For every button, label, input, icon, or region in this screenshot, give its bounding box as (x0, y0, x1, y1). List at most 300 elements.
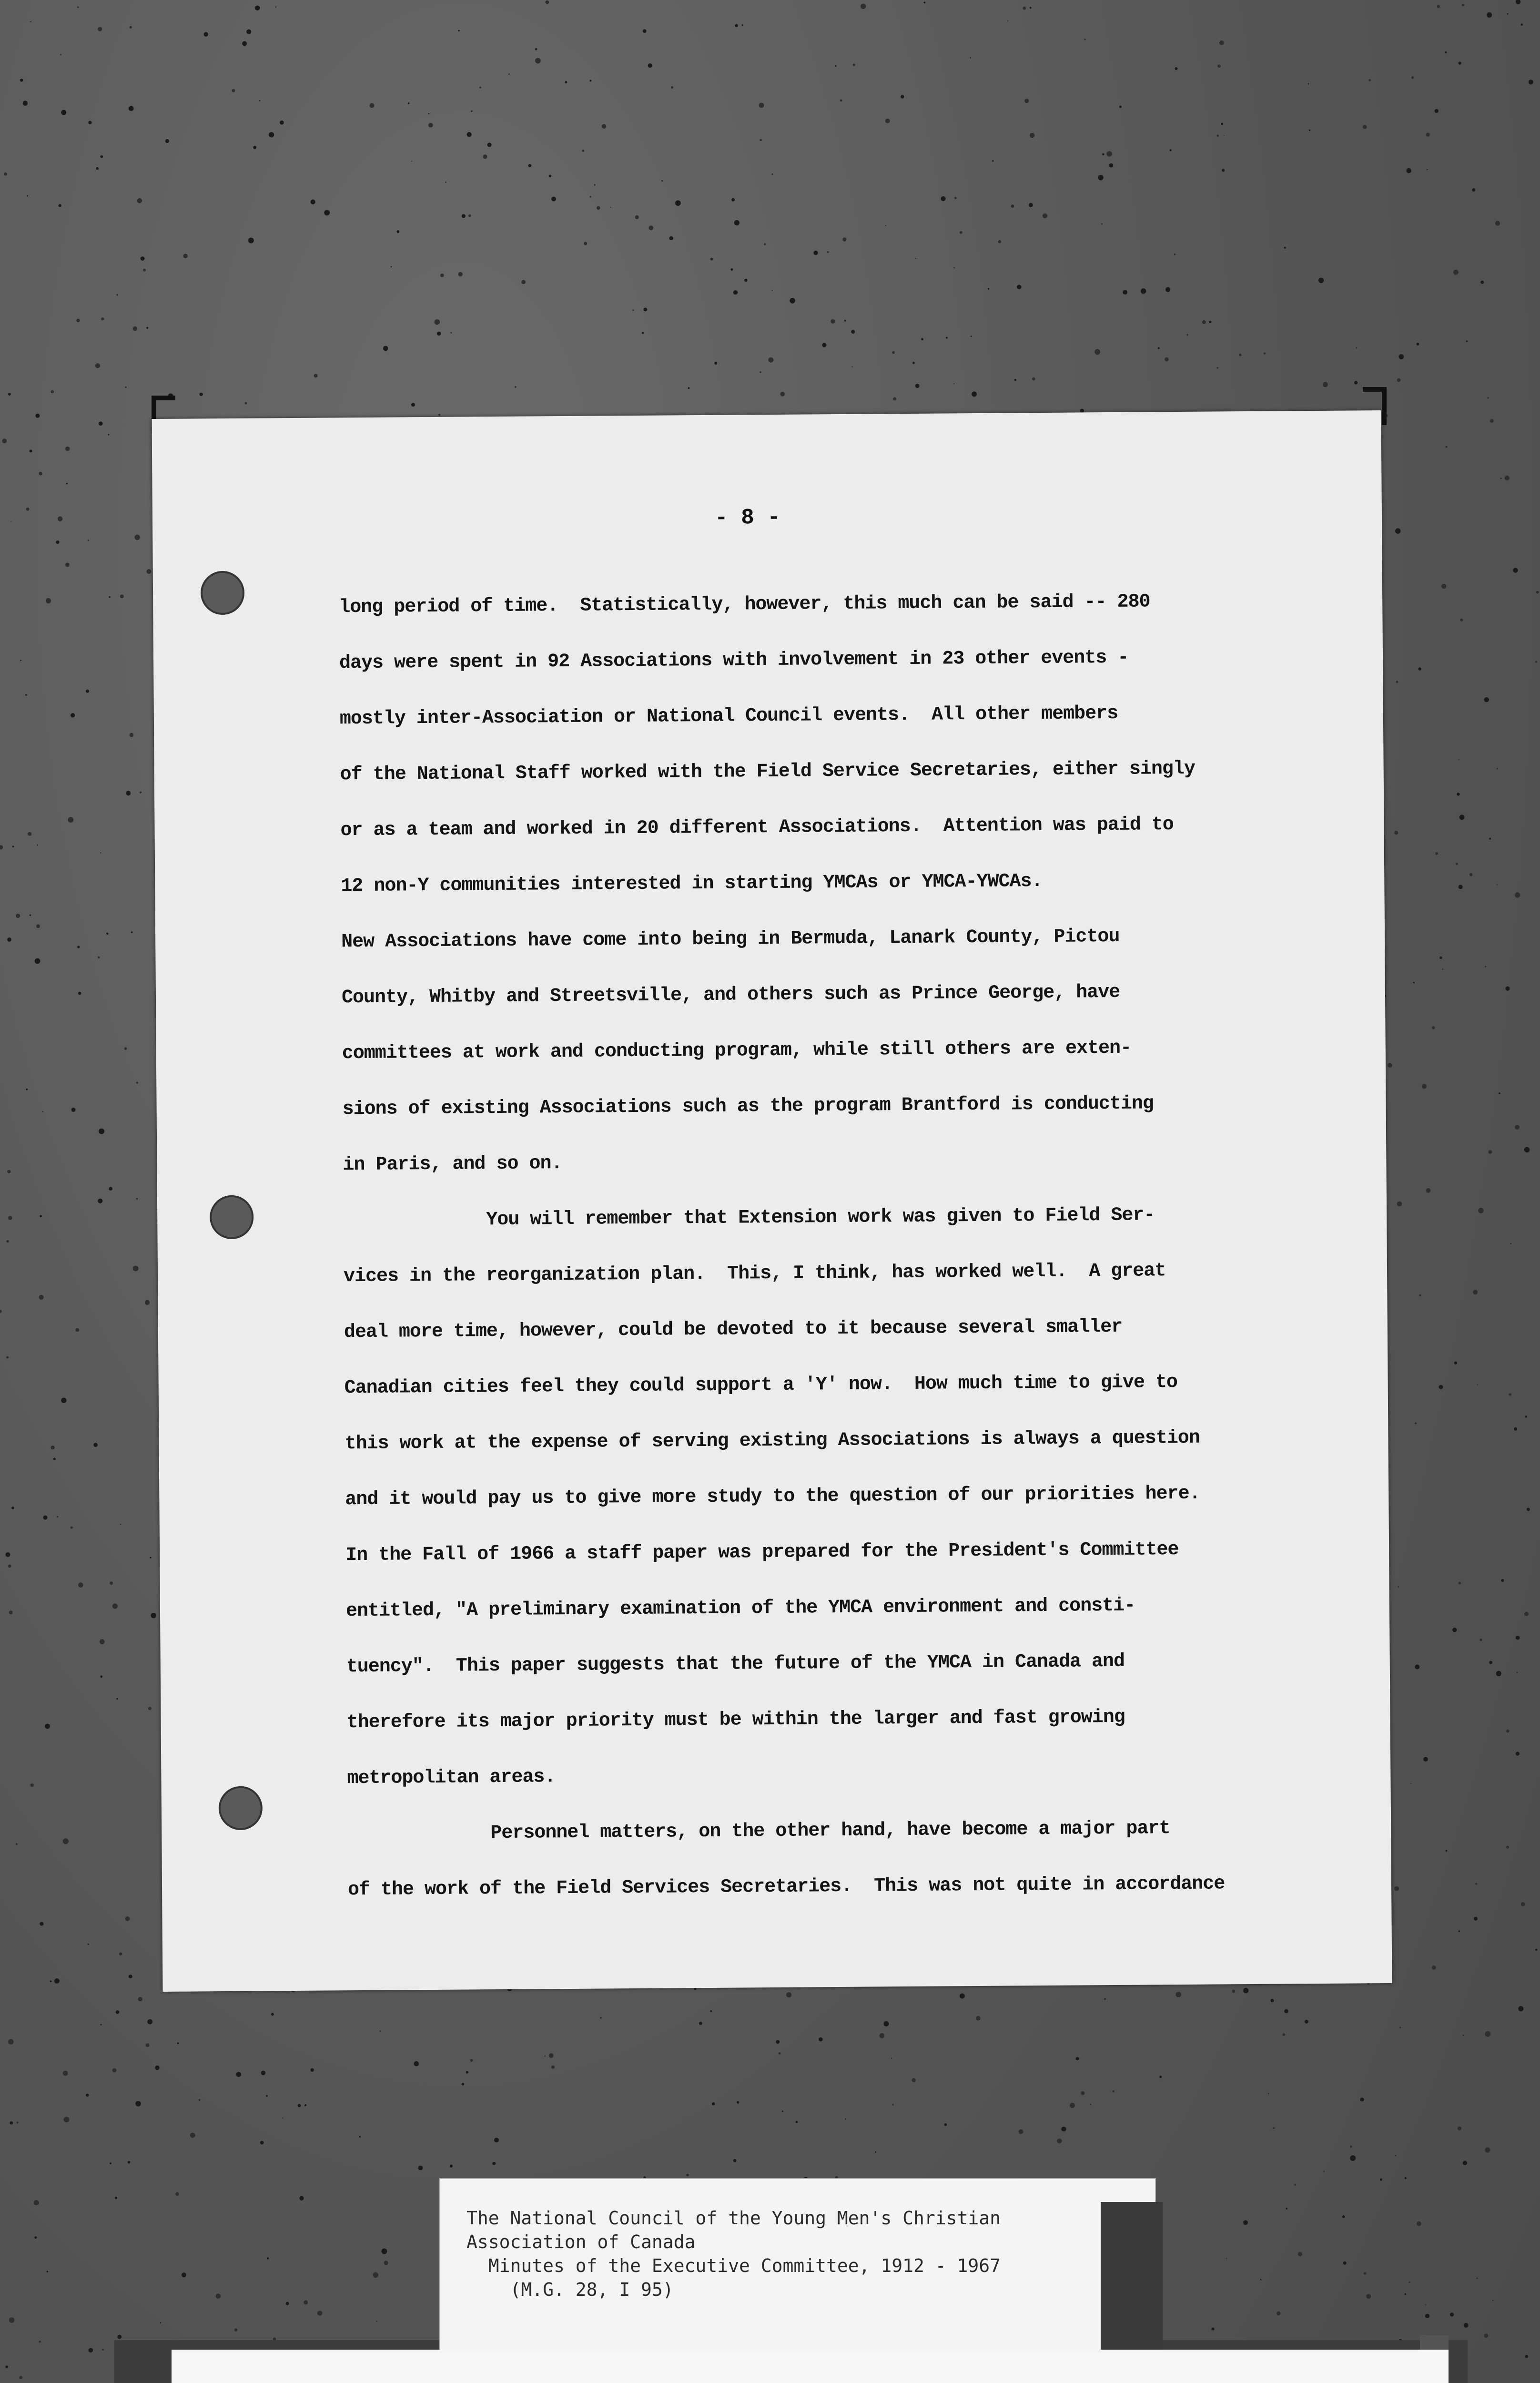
speckle (30, 449, 32, 452)
speckle (50, 1980, 52, 1982)
speckle (1282, 2033, 1285, 2036)
public-archives-board (172, 2350, 1449, 2383)
speckle (988, 288, 989, 289)
speckle (27, 195, 28, 197)
speckle (1442, 968, 1443, 970)
speckle (1284, 247, 1286, 249)
speckle (953, 383, 954, 384)
speckle (1202, 320, 1206, 324)
speckle (124, 1047, 127, 1050)
speckle (100, 1675, 102, 1678)
speckle (851, 330, 855, 334)
speckle (760, 139, 762, 142)
speckle (885, 119, 890, 123)
speckle (782, 2110, 783, 2112)
speckle (1405, 2177, 1407, 2179)
speckle (735, 24, 738, 27)
speckle (138, 1997, 142, 2001)
speckle (1102, 153, 1104, 155)
speckle (116, 294, 118, 296)
speckle (546, 0, 549, 4)
speckle (1525, 2355, 1528, 2358)
text-line-paragraph-start: You will remember that Extension work was given to Field Ser- (486, 1204, 1155, 1231)
speckle (120, 594, 124, 598)
speckle (1350, 2146, 1352, 2148)
speckle (1397, 378, 1401, 382)
speckle (130, 733, 134, 737)
text-line: vices in the reorganization plan. This, I think, has worked well. A great (343, 1260, 1166, 1288)
speckle (1496, 1671, 1501, 1676)
speckle (688, 387, 690, 389)
speckle (116, 1698, 118, 1700)
speckle (1298, 2252, 1302, 2256)
speckle (314, 374, 318, 377)
speckle (146, 569, 151, 574)
speckle (108, 434, 109, 436)
speckle (1516, 1752, 1520, 1756)
speckle (813, 251, 818, 255)
speckle (1399, 2027, 1401, 2028)
speckle (324, 210, 330, 215)
speckle (992, 160, 994, 162)
speckle (1506, 1846, 1509, 1849)
speckle (1497, 768, 1498, 769)
speckle (133, 1266, 139, 1272)
speckle (1484, 2333, 1489, 2338)
speckle (143, 269, 146, 272)
speckle (17, 2122, 19, 2124)
speckle (1388, 1063, 1392, 1068)
speckle (1226, 2258, 1227, 2259)
speckle (47, 2271, 49, 2273)
speckle (1419, 1294, 1421, 1297)
speckle (1425, 2304, 1426, 2305)
speckle (508, 73, 510, 75)
speckle (1460, 619, 1463, 621)
speckle (780, 392, 785, 397)
speckle (1106, 151, 1112, 157)
speckle (1524, 1612, 1529, 1616)
speckle (1239, 354, 1242, 356)
speckle (134, 535, 140, 540)
speckle (51, 390, 54, 394)
speckle (760, 371, 761, 373)
speckle (86, 2094, 89, 2097)
speckle (648, 225, 653, 230)
speckle (1485, 966, 1486, 967)
speckle (136, 1082, 138, 1084)
speckle (267, 2257, 269, 2259)
speckle (8, 393, 11, 396)
speckle (280, 121, 284, 125)
speckle (128, 2161, 131, 2164)
speckle (467, 132, 472, 137)
speckle (1492, 2300, 1493, 2301)
speckle (879, 2033, 884, 2038)
speckle (1489, 1661, 1492, 1664)
speckle (875, 2151, 876, 2153)
speckle (1350, 2155, 1356, 2161)
speckle (311, 200, 315, 204)
speckle (116, 2010, 120, 2014)
speckle (1323, 382, 1328, 387)
speckle (1284, 2009, 1288, 2014)
speckle (941, 196, 946, 201)
speckle (551, 197, 556, 202)
speckle (764, 243, 766, 245)
speckle (129, 26, 132, 29)
speckle (1318, 278, 1324, 283)
speckle (1462, 4, 1464, 6)
speckle (199, 2099, 201, 2101)
speckle (175, 2192, 179, 2196)
speckle (19, 2376, 22, 2379)
speckle (915, 258, 916, 259)
speckle (642, 332, 644, 334)
speckle (1398, 1586, 1399, 1588)
speckle (635, 215, 639, 219)
speckle (135, 2101, 141, 2107)
text-line-paragraph-start: Personnel matters, on the other hand, have become a major part (490, 1818, 1170, 1844)
speckle (551, 2066, 555, 2069)
speckle (549, 175, 552, 178)
speckle (391, 266, 392, 268)
speckle (1260, 2279, 1262, 2281)
speckle (1415, 1422, 1417, 1424)
speckle (912, 362, 915, 364)
speckle (1411, 76, 1414, 79)
speckle (275, 6, 276, 7)
text-line: New Associations have come into being in Bermuda, Lanark County, Pictou (341, 926, 1120, 953)
speckle (89, 2348, 93, 2352)
speckle (731, 198, 735, 202)
speckle (1452, 1628, 1457, 1632)
speckle (246, 30, 251, 34)
speckle (1007, 20, 1008, 21)
speckle (822, 343, 826, 347)
speckle (1409, 2281, 1411, 2283)
speckle (71, 1108, 76, 1112)
speckle (8, 1565, 11, 1568)
speckle (100, 852, 101, 853)
speckle (891, 2057, 892, 2058)
speckle (1268, 2093, 1269, 2094)
speckle (1057, 2139, 1062, 2143)
speckle (96, 167, 99, 170)
speckle (1394, 831, 1398, 835)
speckle (9, 1610, 13, 1614)
speckle (466, 2071, 469, 2074)
speckle (1032, 377, 1035, 380)
speckle (521, 280, 526, 284)
speckle (1395, 528, 1400, 533)
speckle (115, 2197, 117, 2199)
speckle (200, 393, 203, 396)
speckle (1224, 135, 1225, 136)
speckle (960, 1994, 965, 1999)
speckle (54, 1978, 60, 1984)
speckle (204, 32, 208, 36)
speckle (411, 403, 415, 407)
speckle (261, 2071, 266, 2076)
speckle (1232, 1990, 1236, 1993)
speckle (16, 914, 20, 918)
speckle (1175, 67, 1178, 70)
speckle (1500, 478, 1501, 479)
speckle (1453, 270, 1459, 275)
speckle (36, 925, 40, 928)
speckle (1425, 2314, 1429, 2318)
speckle (1536, 591, 1539, 594)
speckle (483, 154, 487, 159)
speckle (112, 2068, 117, 2073)
speckle (458, 30, 460, 31)
speckle (1505, 987, 1510, 991)
speckle (1017, 285, 1022, 289)
speckle (271, 2013, 274, 2016)
speckle (1427, 169, 1428, 170)
speckle (7, 1170, 10, 1173)
speckle (30, 914, 31, 916)
speckle (66, 483, 68, 484)
speckle (535, 58, 541, 64)
speckle (1521, 1902, 1525, 1906)
speckle (98, 27, 102, 31)
text-line: of the work of the Field Services Secretaries. This was not quite in accordance (347, 1873, 1225, 1901)
text-line: tuency". This paper suggests that the future of the YMCA in Canada and (346, 1650, 1125, 1678)
speckle (34, 2200, 39, 2205)
speckle (98, 1199, 102, 1203)
speckle (4, 173, 7, 176)
speckle (953, 267, 955, 268)
punch-hole-bottom (219, 1786, 263, 1830)
speckle (216, 2293, 221, 2299)
speckle (1516, 1636, 1520, 1640)
speckle (1450, 2312, 1454, 2316)
speckle (373, 2272, 379, 2278)
speckle (1515, 1125, 1520, 1130)
speckle (242, 41, 247, 46)
speckle (1174, 254, 1176, 255)
speckle (299, 2196, 304, 2200)
speckle (1422, 1084, 1427, 1089)
speckle (1368, 79, 1371, 81)
speckle (1513, 568, 1518, 573)
speckle (912, 2078, 915, 2082)
text-line: entitled, "A preliminary examination of the YMCA environment and consti- (345, 1595, 1135, 1622)
speckle (796, 2121, 798, 2123)
speckle (411, 161, 412, 162)
speckle (1466, 340, 1468, 342)
speckle (39, 1295, 44, 1300)
speckle (1360, 2098, 1364, 2101)
speckle (151, 1613, 157, 1619)
speckle (694, 1987, 696, 1990)
speckle (1410, 1783, 1411, 1784)
speckle (35, 414, 40, 418)
speckle (1081, 2091, 1084, 2095)
text-line: days were spent in 92 Associations with involvement in 23 other events - (339, 647, 1129, 674)
speckle (78, 1582, 83, 1588)
text-line: of the National Staff worked with the Field Service Secretaries, either singly (340, 758, 1196, 786)
speckle (86, 690, 89, 693)
page-number: - 8 - (714, 505, 781, 530)
speckle (970, 57, 971, 59)
speckle (1457, 793, 1460, 796)
speckle (396, 230, 399, 233)
catalog-line: The National Council of the Young Men's Christian (466, 2208, 1001, 2229)
speckle (1459, 1930, 1460, 1932)
speckle (1507, 13, 1509, 15)
speckle (137, 198, 142, 203)
speckle (1506, 1730, 1510, 1733)
speckle (1485, 2147, 1490, 2152)
speckle (1525, 1416, 1527, 1417)
speckle (1394, 1886, 1399, 1891)
speckle (901, 95, 904, 98)
speckle (632, 309, 634, 311)
speckle (147, 2019, 152, 2025)
speckle (1426, 133, 1430, 137)
speckle (1243, 2220, 1248, 2225)
text-line: In the Fall of 1966 a staff paper was prepared for the President's Committee (345, 1539, 1179, 1567)
speckle (129, 106, 134, 111)
speckle (946, 337, 948, 339)
speckle (1123, 290, 1127, 295)
speckle (1464, 2323, 1469, 2328)
speckle (428, 113, 430, 114)
speckle (1159, 2076, 1162, 2078)
text-line: mostly inter-Association or National Council events. All other members (339, 703, 1118, 730)
speckle (1366, 2294, 1371, 2299)
speckle (972, 391, 977, 397)
speckle (63, 1838, 69, 1844)
speckle (492, 2162, 496, 2165)
speckle (1417, 2221, 1421, 2226)
speckle (1222, 169, 1225, 172)
speckle (1454, 1362, 1457, 1365)
speckle (845, 2118, 846, 2120)
speckle (30, 1783, 33, 1787)
speckle (1446, 446, 1448, 448)
speckle (1459, 815, 1465, 820)
text-line: committees at work and conducting program, while still others are exten- (342, 1037, 1132, 1065)
speckle (1308, 83, 1309, 84)
text-line: therefore its major priority must be within the larger and fast growing (346, 1706, 1125, 1734)
speckle (140, 792, 142, 794)
speckle (58, 516, 62, 521)
speckle (359, 2136, 361, 2138)
speckle (1094, 349, 1100, 355)
speckle (1489, 838, 1491, 840)
speckle (1061, 2127, 1066, 2131)
speckle (458, 272, 463, 276)
speckle (141, 256, 145, 261)
speckle (892, 351, 895, 354)
speckle (63, 2071, 68, 2076)
typed-page (152, 410, 1392, 1992)
speckle (1459, 61, 1461, 64)
speckle (1417, 343, 1419, 346)
text-line: County, Whitby and Streetsville, and others such as Prince George, have (341, 981, 1120, 1009)
speckle (1516, 1672, 1518, 1673)
speckle (1264, 352, 1266, 354)
speckle (1432, 1965, 1436, 1970)
speckle (6, 1240, 9, 1243)
speckle (1014, 379, 1017, 381)
speckle (11, 1507, 14, 1509)
speckle (150, 1557, 151, 1558)
speckle (1158, 347, 1160, 349)
speckle (1398, 354, 1404, 359)
speckle (1490, 419, 1494, 423)
speckle (1535, 661, 1537, 663)
text-line: deal more time, however, could be devoted to it because several smaller (344, 1316, 1123, 1344)
speckle (98, 957, 100, 958)
speckle (8, 2039, 13, 2044)
speckle (648, 63, 652, 68)
speckle (1356, 347, 1358, 348)
speckle (136, 1198, 138, 1200)
speckle (759, 102, 764, 108)
speckle (236, 2072, 242, 2077)
speckle (381, 2249, 387, 2254)
speckle (317, 2311, 323, 2316)
speckle (852, 366, 853, 367)
speckle (311, 2068, 314, 2072)
speckle (418, 2166, 423, 2170)
speckle (471, 111, 472, 112)
speckle (376, 2321, 377, 2322)
text-line: and it would pay us to give more study to the question of our priorities here. (345, 1483, 1200, 1511)
speckle (1499, 1092, 1500, 1094)
speckle (39, 472, 42, 475)
speckle (1165, 287, 1170, 292)
text-line: metropolitan areas. (347, 1766, 556, 1790)
speckle (733, 290, 738, 295)
speckle (893, 397, 896, 401)
speckle (65, 447, 70, 451)
speckle (960, 231, 962, 234)
speckle (39, 2341, 41, 2343)
speckle (1323, 2171, 1325, 2172)
speckle (671, 86, 673, 89)
speckle (923, 2, 925, 4)
speckle (1510, 1243, 1511, 1244)
speckle (117, 2335, 122, 2339)
speckle (414, 2061, 419, 2067)
speckle (1217, 64, 1221, 68)
speckle (675, 200, 681, 206)
speckle (487, 143, 492, 147)
speckle (110, 2162, 111, 2164)
speckle (1418, 667, 1421, 671)
speckle (1380, 2179, 1382, 2181)
speckle (298, 2104, 301, 2107)
speckle (976, 2016, 981, 2021)
speckle (1221, 123, 1223, 125)
speckle (1478, 1208, 1484, 1213)
speckle (1484, 697, 1489, 702)
speckle (88, 121, 91, 124)
speckle (380, 2030, 381, 2032)
speckle (831, 319, 835, 324)
speckle (827, 251, 829, 253)
speckle (1023, 7, 1026, 10)
speckle (1364, 2272, 1367, 2275)
speckle (971, 336, 972, 337)
speckle (462, 214, 466, 218)
